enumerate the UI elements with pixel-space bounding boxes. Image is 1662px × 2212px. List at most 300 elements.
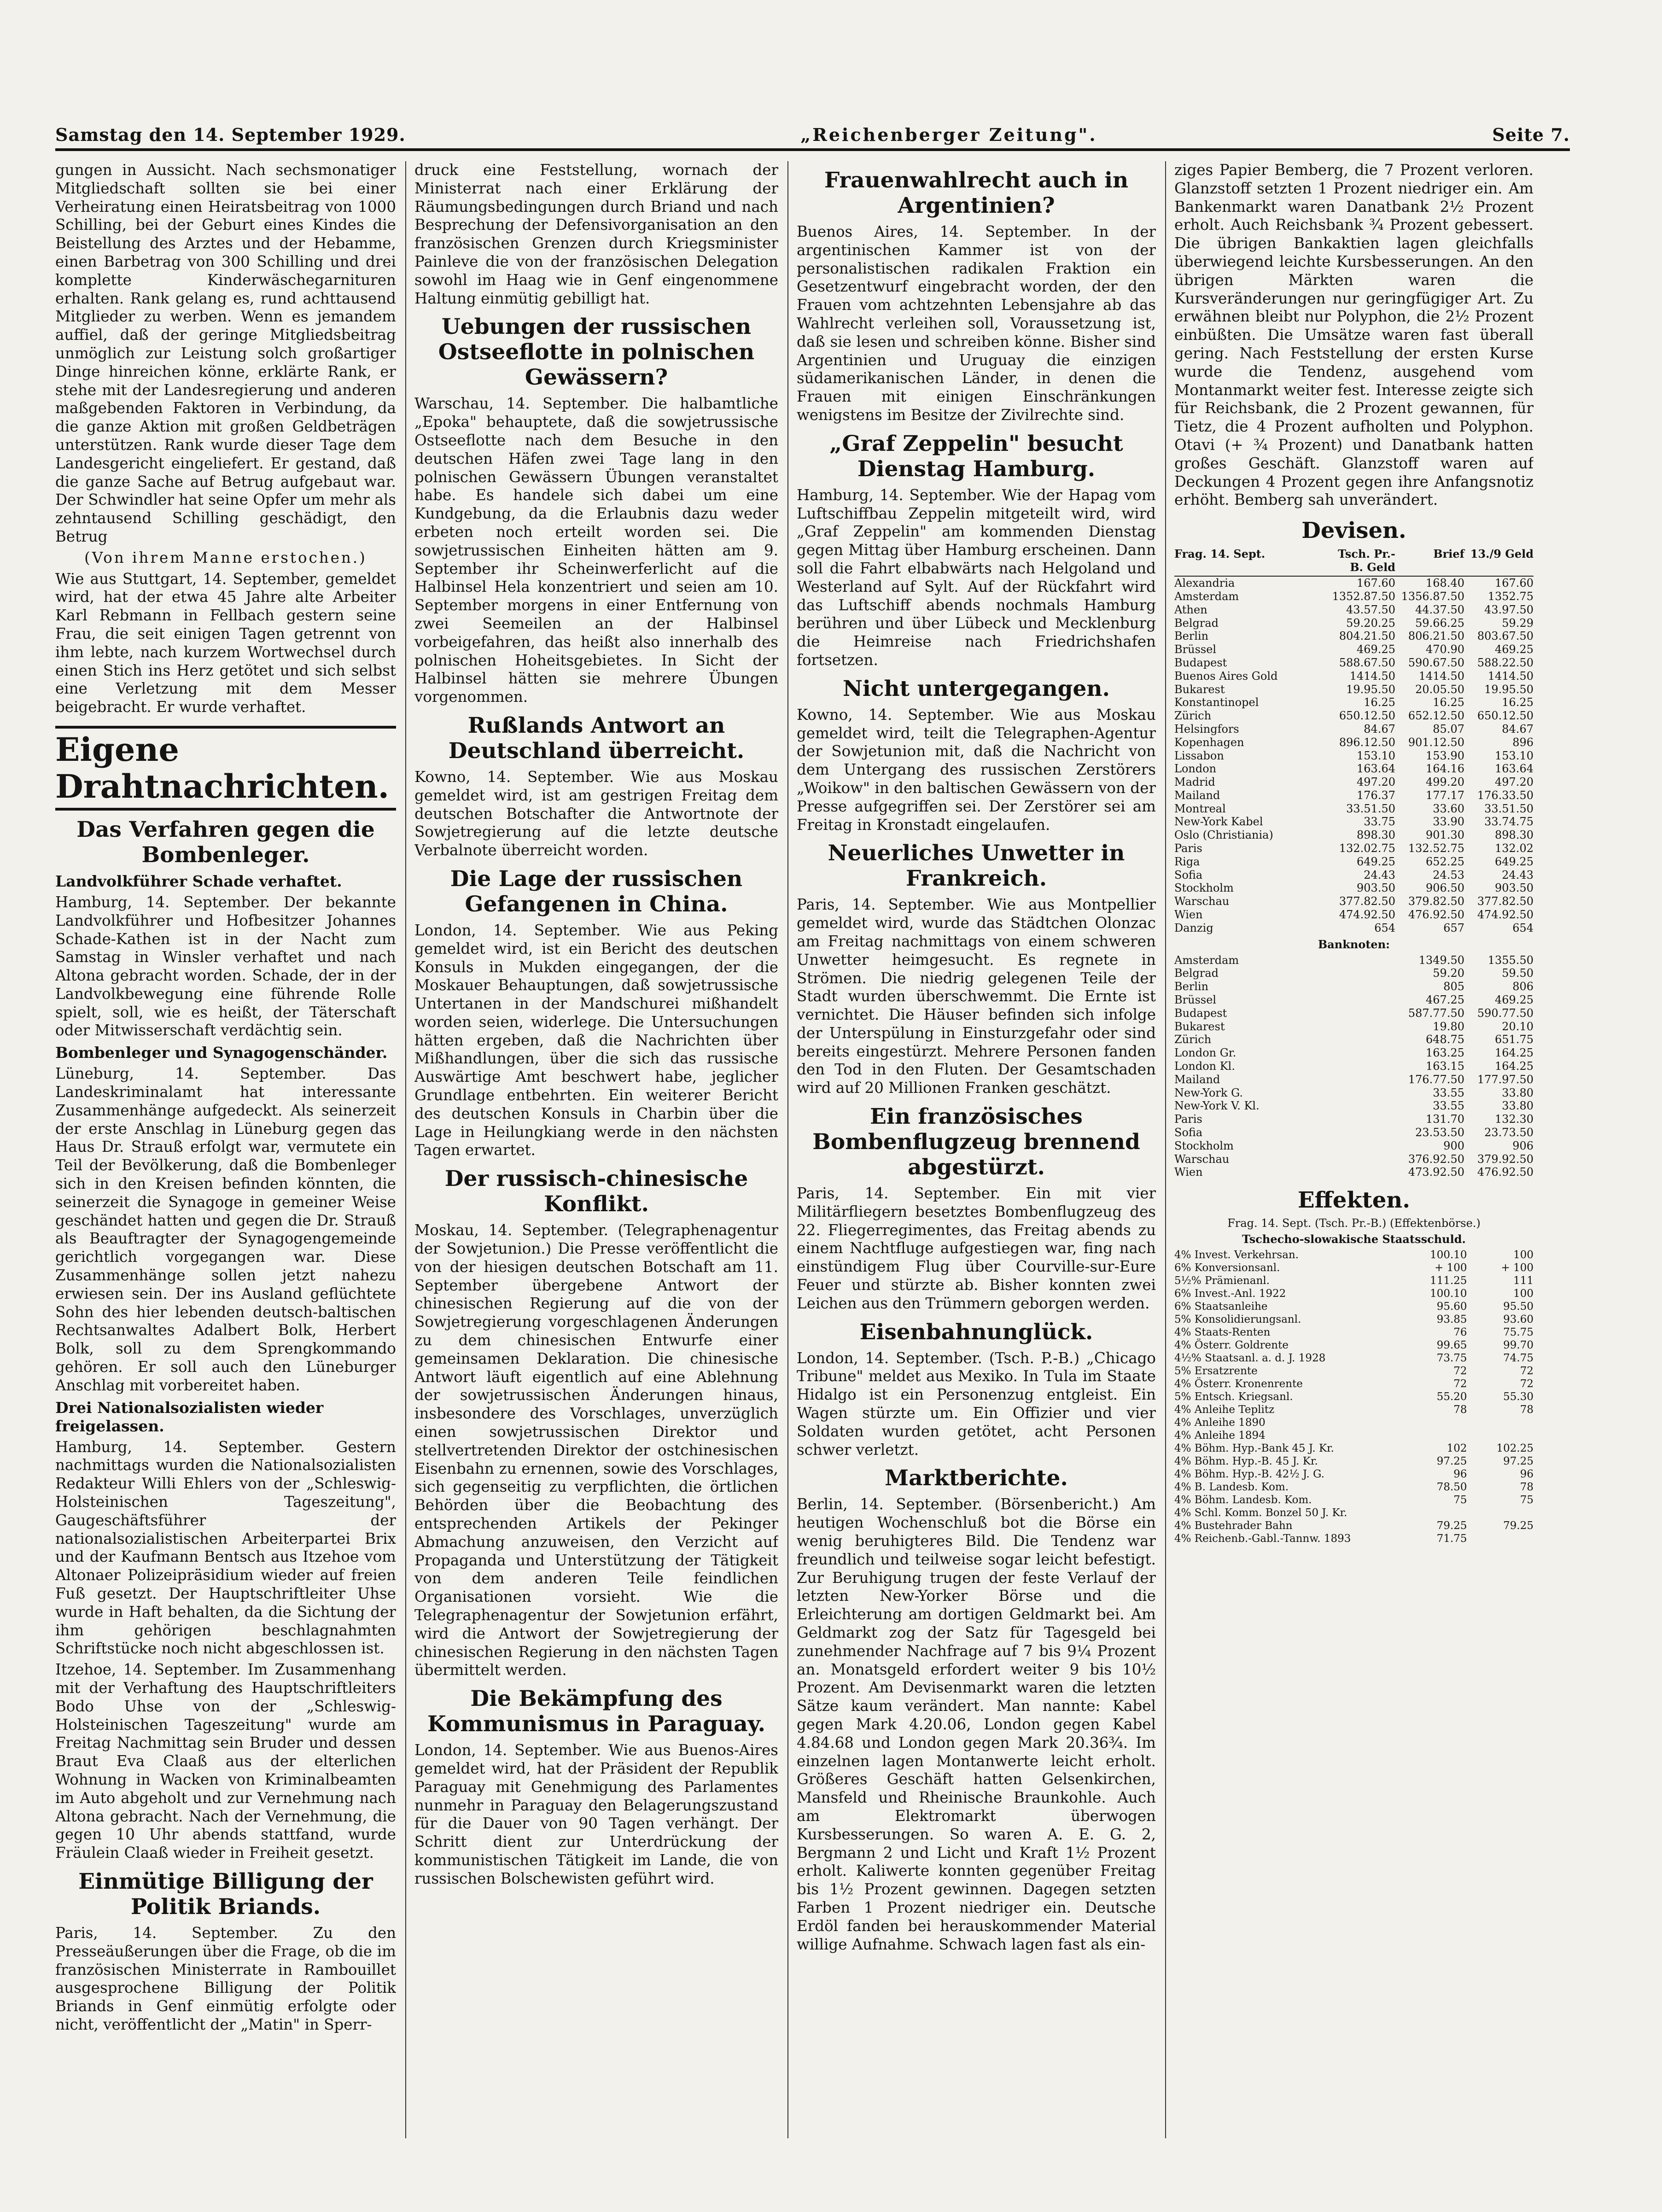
table-cell: 100 (1513, 1249, 1534, 1261)
table-row (1174, 1060, 1534, 1073)
table-cell: 19.95.50 (1484, 683, 1534, 696)
article-text: Kowno, 14. September. Wie aus Moskau gemeldet wird, ist am gestrigen Freitag dem deutschen Botschafter die Antwortnote der Sowjetregierung auf die letzte deutsche Verbalnote überreicht worden. (414, 768, 778, 859)
table-cell: Kopenhagen (1174, 735, 1244, 749)
table-cell: 4% Österr. Goldrente (1174, 1339, 1289, 1352)
table-cell: 4% Staats-Renten (1174, 1326, 1271, 1339)
header-paper-name: „Reichenberger Zeitung". (800, 124, 1097, 145)
article-text: London, 14. September. Wie aus Buenos-Aires gemeldet wird, hat der Präsident der Republik Paraguay mit Genehmigung des Parlamentes nunmehr in Paraguay den Belagerungszustand für die Dauer von 90 Tagen verhängt. Der Schritt dient zur Unterdrückung der kommunistischen Tätigkeit im Lande, die von russischen Bolschewisten geführt wird. (414, 1741, 778, 1887)
table-cell: 79.25 (1436, 1520, 1467, 1532)
article-title: Nicht untergegangen. (843, 676, 1110, 701)
table-row (1174, 855, 1534, 869)
table-cell: 4% Anleihe 1894 (1174, 1430, 1265, 1442)
table-cell: 896.12.50 (1339, 735, 1395, 749)
table-cell: 78.50 (1436, 1481, 1467, 1494)
table-row (1174, 1099, 1534, 1113)
table-row (1174, 1365, 1534, 1377)
section-banner: Eigene Drahtnachrichten. (55, 726, 396, 811)
table-cell: Sofia (1174, 1126, 1203, 1139)
table-cell: 901.30 (1426, 829, 1464, 842)
table-cell: Montreal (1174, 802, 1226, 815)
table-cell: Bukarest (1174, 683, 1225, 696)
table-cell: 803.67.50 (1477, 630, 1534, 643)
table-row (1174, 696, 1534, 709)
table-row (1174, 829, 1534, 842)
devisen-header-cell: Frag. 14. Sept. (1174, 547, 1265, 561)
table-cell: 132.30 (1495, 1113, 1534, 1126)
table-row (1174, 1073, 1534, 1086)
table-cell: 469.25 (1495, 643, 1534, 656)
table-cell: 153.10 (1495, 749, 1534, 762)
table-cell: 499.20 (1426, 776, 1464, 789)
table-cell: 898.30 (1357, 829, 1395, 842)
table-cell: 163.15 (1426, 1060, 1464, 1073)
table-cell (1326, 1086, 1395, 1100)
table-cell: 131.70 (1426, 1113, 1464, 1126)
article-title: Die Lage der russischen Gefangenen in China. (450, 866, 743, 917)
effekten-header: Frag. 14. Sept. (Tsch. Pr.-B.) (Effektenbörse.) (1227, 1217, 1481, 1230)
table-cell: 467.25 (1426, 993, 1464, 1007)
table-cell: Berlin (1174, 980, 1209, 993)
table-row (1174, 670, 1534, 683)
table-row (1174, 1046, 1534, 1060)
table-cell: New-York Kabel (1174, 815, 1263, 829)
table-cell: 44.37.50 (1415, 603, 1464, 616)
column-divider (787, 161, 788, 2138)
table-cell: 78 (1520, 1481, 1534, 1494)
table-cell: 93.85 (1436, 1313, 1467, 1326)
article-title: Eisenbahnunglück. (859, 1319, 1093, 1345)
article-subtitle: (Von ihrem Manne erstochen.) (84, 549, 367, 566)
table-cell: New-York G. (1174, 1086, 1243, 1099)
table-cell: 23.73.50 (1484, 1126, 1534, 1139)
article-text: Buenos Aires, 14. September. In der argentinischen Kammer ist von der personalistischen radikalen Fraktion ein Gesetzentwurf eingebracht worden, der den Frauen vom achtzehnten Lebensjahre ab das Wahlrecht verleihen soll, Voraussetzung ist, daß sie lesen und schreiben könne. Bisher sind Argentinien und Uruguay die einzigen südamerikanischen Länder, in denen die Frauen mit einigen Einschränkungen wenigstens im Besitze der Zivilrechte sind. (797, 223, 1156, 424)
table-cell: Danzig (1174, 921, 1213, 934)
table-cell: 93.60 (1503, 1313, 1534, 1326)
table-cell: 132.52.75 (1408, 842, 1464, 855)
table-cell: 167.60 (1357, 577, 1395, 590)
table-row (1174, 1261, 1534, 1274)
table-cell: Warschau (1174, 1152, 1230, 1166)
table-row (1174, 1494, 1534, 1506)
table-row (1174, 683, 1534, 696)
table-cell: 163.64 (1357, 762, 1395, 776)
column-divider (1165, 161, 1166, 2138)
table-cell: Konstantinopel (1174, 696, 1259, 709)
devisen-header-row (1174, 547, 1534, 577)
table-cell: 896 (1512, 735, 1534, 749)
table-cell: Belgrad (1174, 616, 1219, 630)
table-cell: Wien (1174, 1166, 1203, 1179)
article-title: Rußlands Antwort an Deutschland überreicht. (448, 712, 745, 764)
table-row (1174, 1468, 1534, 1481)
table-cell: 33.51.50 (1346, 802, 1395, 815)
banknoten-title: Banknoten: (1318, 937, 1390, 951)
table-cell: Warschau (1174, 895, 1230, 908)
table-cell: 652.12.50 (1408, 709, 1464, 723)
article-text: London, 14. September. (Tsch. P.-B.) „Chicago Tribune" meldet aus Mexiko. In Tula im Staate Hidalgo ist ein Personenzug entgleist. Ein Wagen stürzte um. Ein Offizier und vier Soldaten wurden getötet, acht Personen schwer verletzt. (797, 1349, 1156, 1459)
table-cell: 1352.87.50 (1332, 589, 1395, 603)
table-cell: Zürich (1174, 709, 1212, 723)
table-cell: Alexandria (1174, 577, 1235, 590)
table-cell: 177.97.50 (1477, 1073, 1534, 1086)
table-cell: 20.05.50 (1415, 683, 1464, 696)
table-cell: 163.25 (1426, 1046, 1464, 1060)
article-text: Warschau, 14. September. Die halbamtliche „Epoka" behauptete, daß die sowjetrussische Ostseeflotte nach dem Besuche in den deutschen Häfen zwei Tage lang in den polnischen Gewässern Übungen veranstaltet habe. Es handele sich dabei um eine Kundgebung, da die Erlaubnis dazu weder erbeten noch erteilt worden sei. Die sowjetrussischen Einheiten hätten am 9. September ihr Scheinwerferlicht auf die Halbinsel Hela konzentriert und seien am 10. September morgens in einer Entfernung von zwei Seemeilen an der Halbinsel vorbeigefahren, das heißt also innerhalb des polnischen Hoheitsgebietes. In Sicht der Halbinsel hätten sie mehrere Übungen vorgenommen. (414, 395, 778, 706)
table-cell: 100 (1513, 1288, 1534, 1300)
table-cell: 588.67.50 (1339, 656, 1395, 669)
table-cell: 6% Konversionsanl. (1174, 1262, 1280, 1274)
table-cell: 176.77.50 (1408, 1073, 1464, 1086)
table-cell: 806.21.50 (1408, 630, 1464, 643)
table-row (1174, 1166, 1534, 1179)
table-cell: Sofia (1174, 868, 1203, 881)
table-row (1174, 789, 1534, 802)
table-cell: 4% Böhm. Landesb. Kom. (1174, 1494, 1312, 1506)
table-cell: 6% Invest.-Anl. 1922 (1174, 1288, 1286, 1300)
table-cell: 96 (1520, 1468, 1534, 1481)
table-row (1174, 1352, 1534, 1365)
table-cell: 16.25 (1433, 696, 1464, 709)
table-cell: 652.25 (1426, 855, 1464, 868)
table-cell (1326, 980, 1395, 993)
table-row (1174, 895, 1534, 908)
table-row (1174, 749, 1534, 763)
table-cell (1326, 1020, 1395, 1033)
table-cell: 132.02 (1495, 842, 1534, 855)
table-cell: 497.20 (1495, 776, 1534, 789)
table-row (1174, 736, 1534, 749)
devisen-table (1174, 577, 1534, 935)
table-row (1174, 1326, 1534, 1339)
table-row (1174, 842, 1534, 855)
table-cell: 5% Entsch. Kriegsanl. (1174, 1391, 1293, 1403)
table-cell: Stockholm (1174, 1139, 1234, 1152)
table-cell: 906.50 (1426, 881, 1464, 895)
article-title: Der russisch-chinesische Konflikt. (444, 1166, 748, 1217)
table-cell: 657 (1443, 921, 1464, 934)
table-cell (1326, 954, 1395, 967)
article-text: Hamburg, 14. September. Wie der Hapag vom Luftschiffbau Zeppelin mitgeteilt wird, wird „Graf Zeppelin" am kommenden Dienstag gegen Mittag über Hamburg erscheinen. Dann soll die Fahrt elbabwärts nach Helgoland und Westerland auf Sylt. Auf der Rückfahrt wird das Luftschiff abends nochmals Hamburg berühren und über Lübeck und Mecklenburg die Heimreise nach Friedrichshafen fortsetzen. (797, 486, 1156, 669)
table-cell: 24.43 (1502, 868, 1534, 881)
table-row (1174, 1113, 1534, 1126)
table-cell: 75.75 (1503, 1326, 1534, 1339)
header-date: Samstag den 14. September 1929. (55, 124, 406, 145)
table-cell: 164.16 (1426, 762, 1464, 776)
table-cell (1467, 1506, 1534, 1519)
table-cell: 4% Schl. Komm. Bonzel 50 J. Kr. (1174, 1507, 1347, 1519)
table-cell: 590.77.50 (1477, 1006, 1534, 1020)
table-cell (1326, 967, 1395, 980)
column-divider (405, 161, 406, 2138)
table-row (1174, 617, 1534, 630)
table-cell: 97.25 (1436, 1455, 1467, 1468)
table-cell (1326, 993, 1395, 1007)
table-cell: 1356.87.50 (1401, 589, 1464, 603)
table-cell: 33.60 (1433, 802, 1464, 815)
table-cell: Buenos Aires Gold (1174, 669, 1278, 683)
table-cell: 1414.50 (1349, 669, 1395, 683)
banknoten-table (1174, 954, 1534, 1179)
table-cell: 5% Ersatzrente (1174, 1365, 1258, 1377)
table-cell: 4% B. Landesb. Kom. (1174, 1481, 1289, 1494)
table-row (1174, 1300, 1534, 1313)
table-cell: Amsterdam (1174, 589, 1239, 603)
table-row (1174, 1429, 1534, 1442)
table-cell: 648.75 (1426, 1033, 1464, 1046)
table-cell (1326, 1033, 1395, 1046)
table-cell: 72 (1520, 1365, 1534, 1377)
article-text: druck eine Feststellung, wornach der Ministerrat nach einer Erklärung der Räumungsbedingungen durch Briand und nach Besprechung der Defensivorganisation an den französischen Grenzen durch Kriegsminister Painleve die von der französischen Delegation sowohl im Haag wie in Genf eingenommene Haltung einmütig gebilligt hat. (414, 161, 778, 307)
table-row (1174, 643, 1534, 656)
table-row (1174, 802, 1534, 816)
table-cell (1467, 1532, 1534, 1545)
table-row (1174, 577, 1534, 590)
table-cell: 20.10 (1502, 1020, 1534, 1033)
article-text: Kowno, 14. September. Wie aus Moskau gemeldet wird, teilt die Telegraphen-Agentur der Sowjetunion mit, daß die Nachricht von dem Untergang des russischen Zerstörers „Woikow" in den baltischen Gewässern von der Presse aufgegriffen sei. Der Zerstörer sei am Freitag in Kronstadt eingelaufen. (797, 706, 1156, 834)
table-row (1174, 1339, 1534, 1352)
table-row (1174, 1126, 1534, 1139)
table-cell: 111 (1513, 1275, 1534, 1287)
table-cell: 33.80 (1502, 1086, 1534, 1099)
article-text: Paris, 14. September. Wie aus Montpellier gemeldet wird, wurde das Städtchen Olonzac am Freitag nachmittags von einem schweren Unwetter heimgesucht. Es regnete in Strömen. Die niedrig gelegenen Teile der Stadt wurden überschwemmt. Die Ernte ist vernichtet. Die Häuser befinden sich infolge der Unterspülung in Einsturzgefahr oder sind bereits eingestürzt. Mehrere Personen fanden den Tod in den Fluten. Der Gesamtschaden wird auf 20 Millionen Franken geschätzt. (797, 896, 1156, 1097)
table-cell: 95.60 (1436, 1301, 1467, 1313)
table-row (1174, 656, 1534, 670)
table-row (1174, 1442, 1534, 1455)
devisen-header-cell: 13./9 Geld (1470, 547, 1534, 561)
table-cell: 59.66.25 (1415, 616, 1464, 630)
table-cell: 4% Böhm. Hyp.-B. 42½ J. G. (1174, 1468, 1324, 1481)
table-cell: 900 (1443, 1139, 1464, 1152)
table-row (1174, 1506, 1534, 1519)
table-row (1174, 590, 1534, 603)
table-cell: Stockholm (1174, 881, 1234, 895)
table-cell: 153.10 (1357, 749, 1395, 762)
table-cell: Helsingfors (1174, 722, 1239, 735)
table-cell: 4% Reichenb.-Gabl.-Tannw. 1893 (1174, 1533, 1351, 1545)
table-row (1174, 1390, 1534, 1403)
article-subtitle: Bombenleger und Synagogenschänder. (55, 1044, 388, 1062)
table-cell: 474.92.50 (1339, 908, 1395, 922)
effekten-title: Effekten. (1297, 1187, 1411, 1214)
table-cell: 153.90 (1426, 749, 1464, 762)
table-cell: 1414.50 (1418, 669, 1464, 683)
table-row (1174, 993, 1534, 1007)
article-text: Berlin, 14. September. (Börsenbericht.) Am heutigen Wochenschluß bot die Börse ein wenig beruhigteres Bild. Die Tendenz war freundlich und teilweise sogar leicht befestigt. Zur Beruhigung trugen der feste Verlauf der letzten New-Yorker Börse und die Erleichterung am dortigen Geldmarkt bei. Am Geldmarkt zog der Satz für Tagesgeld bei zunehmender Nachfrage auf 7 bis 9¼ Prozent an. Monatsgeld erfordert weiter 9 bis 10½ Prozent. Am Devisenmarkt waren die letzten Sätze kaum verändert. Man nannte: Kabel gegen Mark 4.20.06, London gegen Kabel 4.84.68 und London gegen Mark 20.36¾. Im einzelnen lagen Montanwerte leicht erholt. Größeres Geschäft hatten Gelsenkirchen, Mansfeld und Rheinische Braunkohle. Auch am Elektromarkt überwogen Kursbesserungen. So waren A. E. G. 2, Bergmann 2 und Licht und Kraft 1½ Prozent erholt. Kaliwerte konnten gegenüber Freitag bis 1½ Prozent gewinnen. Dagegen setzten Farben 1 Prozent niedriger ein. Deutsche Erdöl fanden bei herauskommender Material willige Aufnahme. Schwach lagen fast als ein- (797, 1495, 1156, 1953)
table-cell: 164.25 (1495, 1060, 1534, 1073)
table-cell: 43.57.50 (1346, 603, 1395, 616)
table-row (1174, 1287, 1534, 1300)
table-cell: London (1174, 762, 1217, 776)
table-cell (1326, 1139, 1395, 1153)
devisen-title: Devisen. (1301, 518, 1406, 544)
table-cell: 102 (1446, 1442, 1467, 1455)
table-cell: 476.92.50 (1477, 1166, 1534, 1179)
article-title: Ein französisches Bombenflugzeug brennend abgestürzt. (812, 1104, 1140, 1180)
table-row (1174, 1313, 1534, 1326)
table-cell: 33.80 (1502, 1099, 1534, 1113)
table-cell: 75 (1520, 1494, 1534, 1506)
article-text: Lüneburg, 14. September. Das Landeskriminalamt hat interessante Zusammenhänge aufgedeckt. Als seinerzeit der erste Anschlag in Lüneburg gegen das Haus Dr. Strauß erfolgt war, vermutete ein Teil der Bevölkerung, daß die Bombenleger sich in den Kreisen befinden könnten, die seinerzeit die Synagoge in gemeiner Weise geschändet hatten und gegen die Dr. Strauß als Beauftragter der Synagogengemeinde gerichtlich vorgegangen war. Diese Zusammenhänge sollen jetzt nahezu erwiesen sein. Der ins Ausland geflüchtete Sohn des hier lebenden deutsch-baltischen Rechtsanwaltes Adalbert Bolk, Herbert Bolk, soll zu dem Sprengkommando gehören. Er soll auch den Lüneburger Anschlag mit vorbereitet haben. (55, 1065, 396, 1394)
table-row (1174, 869, 1534, 882)
table-cell: 654 (1512, 921, 1534, 934)
table-cell: 4% Böhm. Hyp.-B. 45 J. Kr. (1174, 1455, 1318, 1468)
table-row (1174, 1416, 1534, 1429)
table-cell: 377.82.50 (1477, 895, 1534, 908)
table-cell: 73.75 (1436, 1352, 1467, 1365)
table-cell: 903.50 (1357, 881, 1395, 895)
table-row (1174, 1481, 1534, 1494)
table-cell: Athen (1174, 603, 1207, 616)
effekten-table (1174, 1249, 1534, 1545)
table-cell: 78 (1453, 1404, 1467, 1416)
table-cell: 376.92.50 (1408, 1152, 1464, 1166)
table-cell: Amsterdam (1174, 953, 1239, 967)
table-cell: 16.25 (1364, 696, 1395, 709)
table-row (1174, 1007, 1534, 1020)
article-text: Hamburg, 14. September. Gestern nachmittags wurden die Nationalsozialisten Redakteur Willi Ehlers von der „Schleswig-Holsteinischen Tageszeitung", Gaugeschäftsführer der nationalsozialistischen Arbeiterpartei Brix und der Kaufmann Bentsch aus Itzehoe vom Altonaer Polizeipräsidium wieder auf freien Fuß gesetzt. Der Hauptschriftleiter Uhse wurde in Haft behalten, da die Sichtung der ihm gehörigen beschlagnahmten Schriftstücke noch nicht abgeschlossen ist. (55, 1438, 396, 1658)
table-cell: 4% Invest. Verkehrsan. (1174, 1249, 1299, 1261)
table-cell: 24.43 (1364, 868, 1395, 881)
table-cell (1326, 1060, 1395, 1073)
table-row (1174, 1532, 1534, 1545)
article-text: Hamburg, 14. September. Der bekannte Landvolkführer und Hofbesitzer Johannes Schade-Kathen ist in der Nacht zum Samstag in Winsler verhaftet und nach Altona gebracht worden. Schade, der in der Landvolkbewegung eine führende Rolle spielt, soll, wie es heißt, der Täterschaft oder Mitwisserschaft verdächtig sein. (55, 893, 396, 1039)
table-cell: 59.20.25 (1346, 616, 1395, 630)
table-cell: 379.92.50 (1477, 1152, 1534, 1166)
column-2 (414, 161, 778, 2138)
table-cell: 59.50 (1502, 967, 1534, 980)
table-cell: 55.30 (1503, 1391, 1534, 1403)
table-cell: 99.65 (1436, 1339, 1467, 1352)
table-cell (1400, 1506, 1467, 1519)
table-cell: Belgrad (1174, 967, 1219, 980)
table-row (1174, 815, 1534, 829)
table-row (1174, 723, 1534, 736)
table-cell: 100.10 (1430, 1288, 1467, 1300)
table-row (1174, 954, 1534, 967)
table-cell: 654 (1374, 921, 1395, 934)
header-rule (55, 148, 1570, 151)
table-row (1174, 908, 1534, 922)
table-cell (1326, 1007, 1395, 1020)
article-text: Moskau, 14. September. (Telegraphenagentur der Sowjetunion.) Die Presse veröffentlicht die von der hiesigen deutschen Botschaft am 11. September übergebene Antwort der chinesischen Regierung auf die von der Sowjetregierung vorgeschlagenen Änderungen zu dem chinesischen Entwurfe einer gemeinsamen Deklaration. Die chinesische Antwort läuft eigentlich auf eine Ablehnung der sowjetrussischen Änderungen hinaus, insbesondere des Vorschlages, unverzüglich einen sowjetrussischen Direktor und stellvertretenden Direktor der ostchinesischen Eisenbahn zu ernennen, sowie des Vorschlages, sich gegenseitig zu verpflichten, die örtlichen Behörden über die Beobachtung des entsprechenden Artikels der Pekinger Abmachung anzuweisen, den Verzicht auf Propaganda und Unterstützung der Tätigkeit von dem anderen Teile feindlichen Organisationen vorsieht. Wie die Telegraphenagentur der Sowjetunion erfährt, wird die Antwort der Sowjetregierung der chinesischen Regierung in den nächsten Tagen übermittelt werden. (414, 1221, 778, 1679)
table-cell: 1349.50 (1418, 953, 1464, 967)
table-cell: 903.50 (1495, 881, 1534, 895)
table-cell: 469.25 (1495, 993, 1534, 1007)
table-row (1174, 1139, 1534, 1153)
table-cell: 497.20 (1357, 776, 1395, 789)
article-title: Frauenwahlrecht auch in Argentinien? (824, 168, 1129, 218)
effekten-subheader: Tschecho-slowakische Staatsschuld. (1242, 1232, 1466, 1246)
table-cell (1467, 1416, 1534, 1429)
header-page-number: Seite 7. (1492, 124, 1570, 145)
table-cell: 95.50 (1503, 1301, 1534, 1313)
table-cell: 33.74.75 (1484, 815, 1534, 829)
table-cell: 72 (1453, 1365, 1467, 1377)
table-cell: 100.10 (1430, 1249, 1467, 1261)
table-cell: + 100 (1501, 1262, 1534, 1274)
table-cell: 167.60 (1495, 577, 1534, 590)
table-cell: 33.55 (1433, 1099, 1464, 1113)
table-row (1174, 1086, 1534, 1100)
table-cell: 4% Anleihe 1890 (1174, 1417, 1265, 1429)
table-cell: 590.67.50 (1408, 656, 1464, 669)
table-cell (1326, 1153, 1395, 1166)
table-cell: Brüssel (1174, 993, 1217, 1007)
table-cell: 5% Konsolidierungsanl. (1174, 1313, 1301, 1326)
table-cell: 168.40 (1426, 577, 1464, 590)
table-cell: 474.92.50 (1477, 908, 1534, 922)
table-cell: Wien (1174, 908, 1203, 922)
table-cell: Berlin (1174, 630, 1209, 643)
table-cell: 4% Österr. Kronenrente (1174, 1378, 1303, 1390)
table-cell: 588.22.50 (1477, 656, 1534, 669)
table-cell (1326, 1046, 1395, 1060)
devisen-header-cell: Brief (1433, 547, 1464, 561)
table-cell: 43.97.50 (1484, 603, 1534, 616)
table-cell: 4% Anleihe Teplitz (1174, 1404, 1275, 1416)
table-cell: 16.25 (1502, 696, 1534, 709)
table-cell: 379.82.50 (1408, 895, 1464, 908)
table-cell: 470.90 (1426, 643, 1464, 656)
table-row (1174, 1519, 1534, 1532)
table-cell: 85.07 (1433, 722, 1464, 735)
table-cell: 76 (1453, 1326, 1467, 1339)
table-cell: 4% Bustehrader Bahn (1174, 1520, 1293, 1532)
table-row (1174, 1153, 1534, 1166)
table-cell: Paris (1174, 842, 1202, 855)
article-text: gungen in Aussicht. Nach sechsmonatiger Mitgliedschaft sollten sie bei einer Verheiratung einen Heiratsbeitrag von 1000 Schilling, bei der Geburt eines Kindes die Beistellung des Arztes und der Hebamme, einen Barbetrag von 300 Schilling und drei komplette Kinderwäschegarnituren erhalten. Rank gelang es, rund achttausend Mitglieder zu werben. Wenn es jemandem auffiel, daß der geringe Mitgliedsbeitrag unmöglich zur Leistung solch großartiger Dinge hinreichen könne, erklärte Rank, er stehe mit der Landesregierung und anderen maßgebenden Faktoren in Verbindung, da die ganze Aktion mit großen Geldbeträgen unterstützen. Rank wurde dieser Tage dem Landesgericht eingeliefert. Er gestand, daß die ganze Sache auf Betrug aufgebaut war. Der Schwindler hat seine Opfer um mehr als zehntausend Schilling geschädigt, den Betrug (55, 161, 396, 545)
table-row (1174, 1249, 1534, 1261)
article-text: ziges Papier Bemberg, die 7 Prozent verloren. Glanzstoff setzten 1 Prozent niedriger ein. Am Bankenmarkt waren Danatbank 2½ Prozent erholt. Auch Reichsbank ¾ Prozent gebessert. Die übrigen Bankaktien lagen gleichfalls überwiegend leichte Kursbesserungen. An den übrigen Märkten waren die Kursveränderungen nur geringfügiger Art. Zu erwähnen bleibt nur Polyphon, die 2½ Prozent einbüßten. Die Umsätze waren fast überall gering. Nach Feststellung der ersten Kurse wurde die Tendenz, ausgehend vom Montanmarkt weiter fest. Interesse zeigte sich für Reichsbank, die 2 Prozent gewannen, für Tietz, die 4 Prozent aufholten und Polyphon. Otavi (+ ¾ Prozent) und Danatbank hatten großes Geschäft. Glanzstoff waren auf Deckungen 4 Prozent gegen ihre Anfangsnotiz erhöht. Bemberg sah unverändert. (1174, 161, 1534, 509)
table-cell: 377.82.50 (1339, 895, 1395, 908)
table-cell: 33.75 (1364, 815, 1395, 829)
table-cell: 898.30 (1495, 829, 1534, 842)
table-cell: 19.80 (1433, 1020, 1464, 1033)
table-cell: Oslo (Christiania) (1174, 829, 1273, 842)
table-cell (1467, 1429, 1534, 1442)
table-cell: 473.92.50 (1408, 1166, 1464, 1179)
table-cell: 33.90 (1433, 815, 1464, 829)
table-cell: 132.02.75 (1339, 842, 1395, 855)
table-row (1174, 1377, 1534, 1390)
article-text: Paris, 14. September. Ein mit vier Militärfliegern besetztes Bombenflugzeug des 22. Fliegerregimentes, das Freitag abends zu einem Nachtfluge aufgestiegen war, fing nach einstündigem Flug über Courville-sur-Eure Feuer und stürzte ab. Bisher konnten zwei Leichen aus den Trümmern geborgen werden. (797, 1185, 1156, 1312)
table-cell: 650.12.50 (1339, 709, 1395, 723)
table-cell: 587.77.50 (1408, 1006, 1464, 1020)
table-row (1174, 762, 1534, 776)
table-cell: 176.37 (1357, 788, 1395, 802)
article-title: Das Verfahren gegen die Bombenleger. (76, 817, 375, 868)
table-cell (1326, 1099, 1395, 1113)
table-cell: 164.25 (1495, 1046, 1534, 1060)
table-cell: Mailand (1174, 1073, 1220, 1086)
table-row (1174, 603, 1534, 617)
table-cell: 84.67 (1502, 722, 1534, 735)
table-cell: 102.25 (1496, 1442, 1534, 1455)
table-cell: 74.75 (1503, 1352, 1534, 1365)
table-cell: 84.67 (1364, 722, 1395, 735)
table-cell (1326, 1126, 1395, 1139)
table-cell: 59.20 (1433, 967, 1464, 980)
table-cell: 19.95.50 (1346, 683, 1395, 696)
table-cell: 97.25 (1503, 1455, 1534, 1468)
table-cell (1326, 1113, 1395, 1126)
article-text: Itzehoe, 14. September. Im Zusammenhang mit der Verhaftung des Hauptschriftleiters Bodo Uhse von der „Schleswig-Holsteinischen Tageszeitung" wurde am Freitag Nachmittag sein Bruder und dessen Braut Eva Claaß aus der elterlichen Wohnung in Wacken von Kriminalbeamten im Auto abgeholt und zur Vernehmung nach Altona gebracht. Nach der Vernehmung, die gegen 10 Uhr abends stattfand, wurde Fräulein Claaß wieder in Freiheit gesetzt. (55, 1661, 396, 1862)
table-cell: Riga (1174, 855, 1200, 868)
article-subtitle: Landvolkführer Schade verhaftet. (55, 872, 342, 890)
table-row (1174, 881, 1534, 895)
article-title: Einmütige Billigung der Politik Briands. (78, 1868, 373, 1920)
table-cell: Mailand (1174, 788, 1220, 802)
